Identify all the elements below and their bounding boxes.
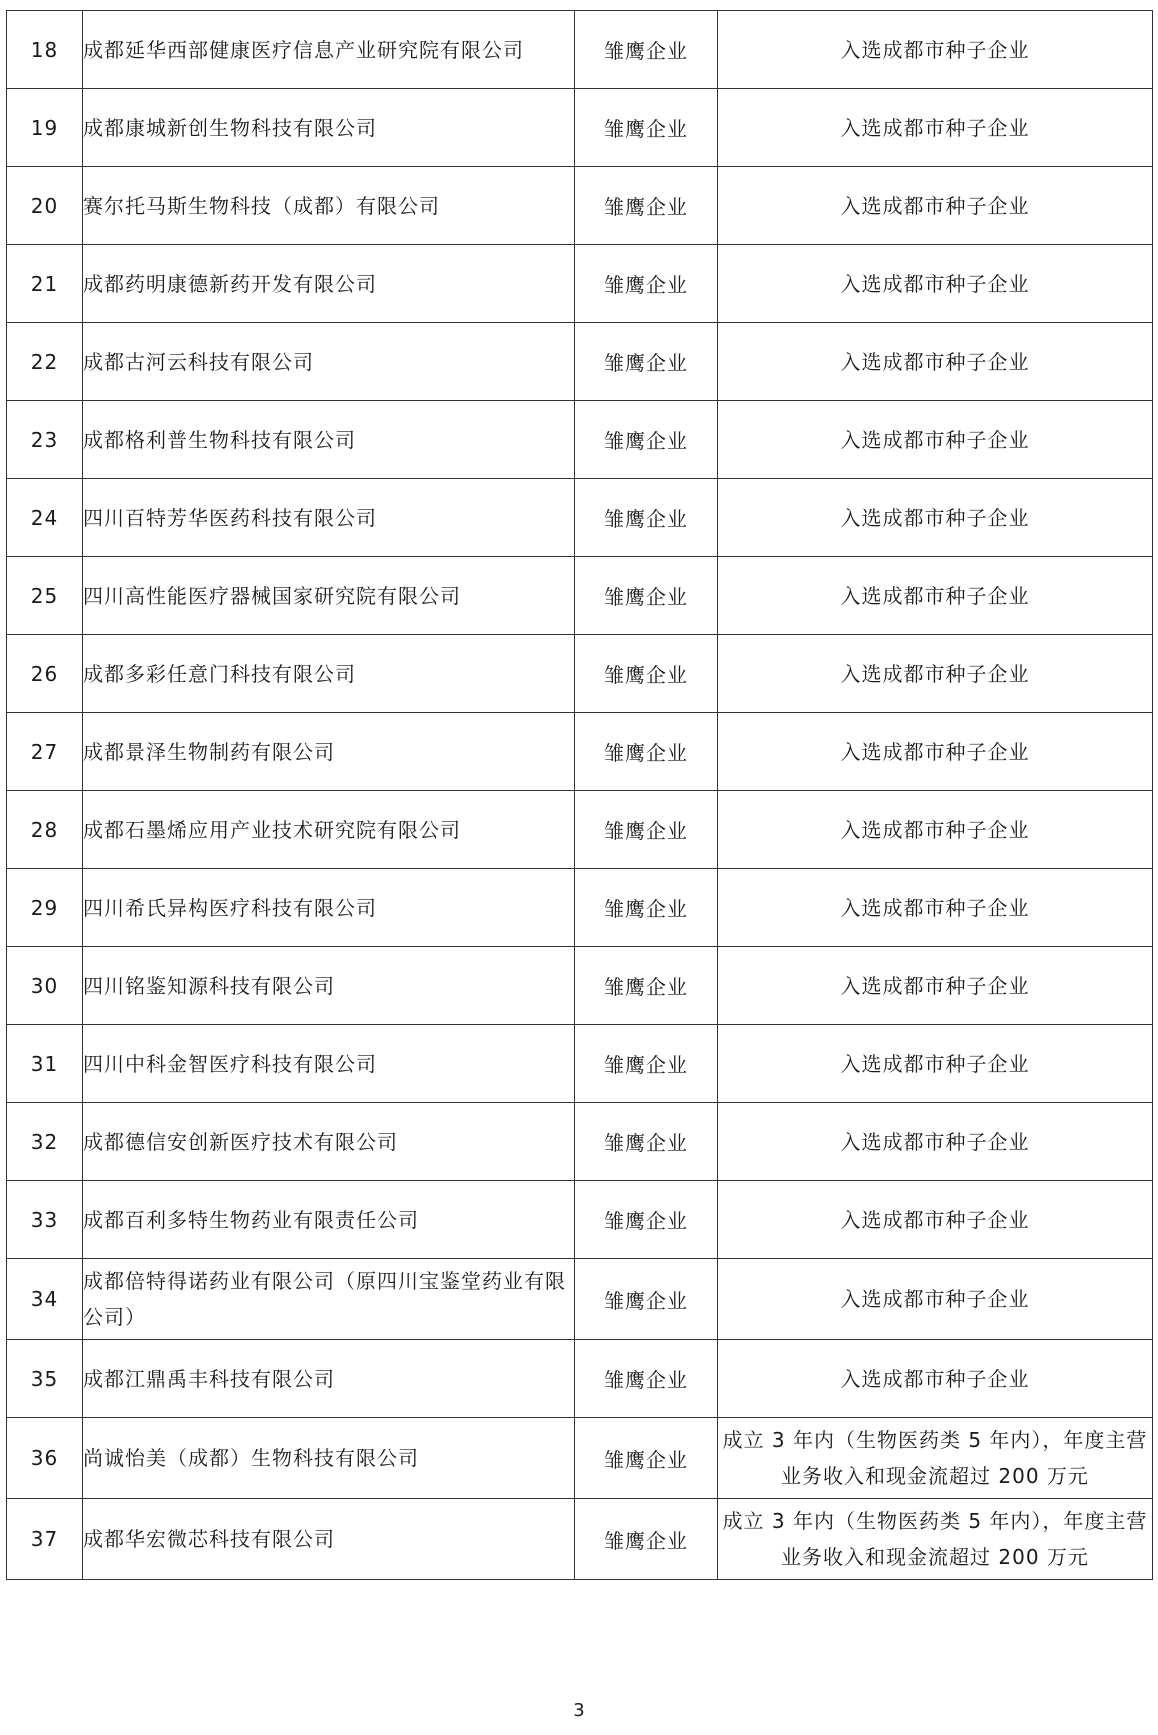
table-row xyxy=(7,479,1153,557)
row-number: 28 xyxy=(7,791,83,869)
table-row xyxy=(7,947,1153,1025)
row-number: 33 xyxy=(7,1181,83,1259)
company-name: 成都百利多特生物药业有限责任公司 xyxy=(83,1181,575,1259)
row-number: 32 xyxy=(7,1103,83,1181)
company-name: 成都多彩任意门科技有限公司 xyxy=(83,635,575,713)
enterprise-type: 雏鹰企业 xyxy=(575,947,718,1025)
company-name: 四川铭鉴知源科技有限公司 xyxy=(83,947,575,1025)
table-row xyxy=(7,791,1153,869)
enterprise-type: 雏鹰企业 xyxy=(575,167,718,245)
company-name: 成都倍特得诺药业有限公司（原四川宝鉴堂药业有限公司） xyxy=(83,1259,575,1340)
table-row xyxy=(7,11,1153,89)
table-row xyxy=(7,1340,1153,1418)
company-name: 四川百特芳华医药科技有限公司 xyxy=(83,479,575,557)
selection-reason: 入选成都市种子企业 xyxy=(718,1259,1153,1340)
table-row xyxy=(7,1181,1153,1259)
selection-reason: 入选成都市种子企业 xyxy=(718,323,1153,401)
company-name: 成都江鼎禹丰科技有限公司 xyxy=(83,1340,575,1418)
row-number: 34 xyxy=(7,1259,83,1340)
company-name: 成都格利普生物科技有限公司 xyxy=(83,401,575,479)
enterprise-type: 雏鹰企业 xyxy=(575,1103,718,1181)
enterprise-type: 雏鹰企业 xyxy=(575,323,718,401)
enterprise-type: 雏鹰企业 xyxy=(575,635,718,713)
selection-reason: 入选成都市种子企业 xyxy=(718,1025,1153,1103)
enterprise-type: 雏鹰企业 xyxy=(575,89,718,167)
enterprise-type: 雏鹰企业 xyxy=(575,791,718,869)
row-number: 26 xyxy=(7,635,83,713)
enterprise-type: 雏鹰企业 xyxy=(575,1340,718,1418)
row-number: 19 xyxy=(7,89,83,167)
company-name: 成都石墨烯应用产业技术研究院有限公司 xyxy=(83,791,575,869)
company-name: 成都景泽生物制药有限公司 xyxy=(83,713,575,791)
company-name: 四川希氏异构医疗科技有限公司 xyxy=(83,869,575,947)
enterprise-type: 雏鹰企业 xyxy=(575,245,718,323)
row-number: 36 xyxy=(7,1418,83,1499)
selection-reason: 入选成都市种子企业 xyxy=(718,635,1153,713)
table-row xyxy=(7,635,1153,713)
table-row xyxy=(7,323,1153,401)
enterprise-type: 雏鹰企业 xyxy=(575,557,718,635)
row-number: 23 xyxy=(7,401,83,479)
table-row xyxy=(7,1499,1153,1580)
selection-reason: 入选成都市种子企业 xyxy=(718,869,1153,947)
row-number: 29 xyxy=(7,869,83,947)
table-row xyxy=(7,557,1153,635)
selection-reason: 成立 3 年内（生物医药类 5 年内），年度主营业务收入和现金流超过 200 万元 xyxy=(718,1418,1153,1499)
company-name: 成都药明康德新药开发有限公司 xyxy=(83,245,575,323)
selection-reason: 成立 3 年内（生物医药类 5 年内），年度主营业务收入和现金流超过 200 万元 xyxy=(718,1499,1153,1580)
table-row xyxy=(7,1103,1153,1181)
company-name: 尚诚怡美（成都）生物科技有限公司 xyxy=(83,1418,575,1499)
row-number: 22 xyxy=(7,323,83,401)
table-row xyxy=(7,1259,1153,1340)
selection-reason: 入选成都市种子企业 xyxy=(718,11,1153,89)
table-row xyxy=(7,245,1153,323)
selection-reason: 入选成都市种子企业 xyxy=(718,791,1153,869)
row-number: 21 xyxy=(7,245,83,323)
row-number: 25 xyxy=(7,557,83,635)
selection-reason: 入选成都市种子企业 xyxy=(718,557,1153,635)
company-table xyxy=(6,10,1153,1580)
table-row xyxy=(7,401,1153,479)
table-row xyxy=(7,89,1153,167)
company-name: 成都德信安创新医疗技术有限公司 xyxy=(83,1103,575,1181)
enterprise-type: 雏鹰企业 xyxy=(575,1181,718,1259)
row-number: 35 xyxy=(7,1340,83,1418)
row-number: 31 xyxy=(7,1025,83,1103)
enterprise-type: 雏鹰企业 xyxy=(575,1259,718,1340)
row-number: 27 xyxy=(7,713,83,791)
row-number: 18 xyxy=(7,11,83,89)
selection-reason: 入选成都市种子企业 xyxy=(718,713,1153,791)
selection-reason: 入选成都市种子企业 xyxy=(718,167,1153,245)
enterprise-type: 雏鹰企业 xyxy=(575,713,718,791)
selection-reason: 入选成都市种子企业 xyxy=(718,401,1153,479)
selection-reason: 入选成都市种子企业 xyxy=(718,1103,1153,1181)
company-name: 赛尔托马斯生物科技（成都）有限公司 xyxy=(83,167,575,245)
selection-reason: 入选成都市种子企业 xyxy=(718,89,1153,167)
enterprise-type: 雏鹰企业 xyxy=(575,11,718,89)
selection-reason: 入选成都市种子企业 xyxy=(718,1340,1153,1418)
page-number: 3 xyxy=(573,1700,585,1721)
table-row xyxy=(7,869,1153,947)
table-row xyxy=(7,1025,1153,1103)
enterprise-type: 雏鹰企业 xyxy=(575,401,718,479)
enterprise-type: 雏鹰企业 xyxy=(575,1025,718,1103)
enterprise-type: 雏鹰企业 xyxy=(575,869,718,947)
row-number: 30 xyxy=(7,947,83,1025)
row-number: 20 xyxy=(7,167,83,245)
company-name: 四川高性能医疗器械国家研究院有限公司 xyxy=(83,557,575,635)
company-name: 成都延华西部健康医疗信息产业研究院有限公司 xyxy=(83,11,575,89)
selection-reason: 入选成都市种子企业 xyxy=(718,245,1153,323)
company-name: 四川中科金智医疗科技有限公司 xyxy=(83,1025,575,1103)
selection-reason: 入选成都市种子企业 xyxy=(718,947,1153,1025)
table-row xyxy=(7,167,1153,245)
company-name: 成都古河云科技有限公司 xyxy=(83,323,575,401)
company-name: 成都康城新创生物科技有限公司 xyxy=(83,89,575,167)
table-row xyxy=(7,713,1153,791)
enterprise-type: 雏鹰企业 xyxy=(575,1499,718,1580)
selection-reason: 入选成都市种子企业 xyxy=(718,1181,1153,1259)
table-row xyxy=(7,1418,1153,1499)
enterprise-type: 雏鹰企业 xyxy=(575,479,718,557)
company-name: 成都华宏微芯科技有限公司 xyxy=(83,1499,575,1580)
selection-reason: 入选成都市种子企业 xyxy=(718,479,1153,557)
row-number: 24 xyxy=(7,479,83,557)
enterprise-type: 雏鹰企业 xyxy=(575,1418,718,1499)
row-number: 37 xyxy=(7,1499,83,1580)
